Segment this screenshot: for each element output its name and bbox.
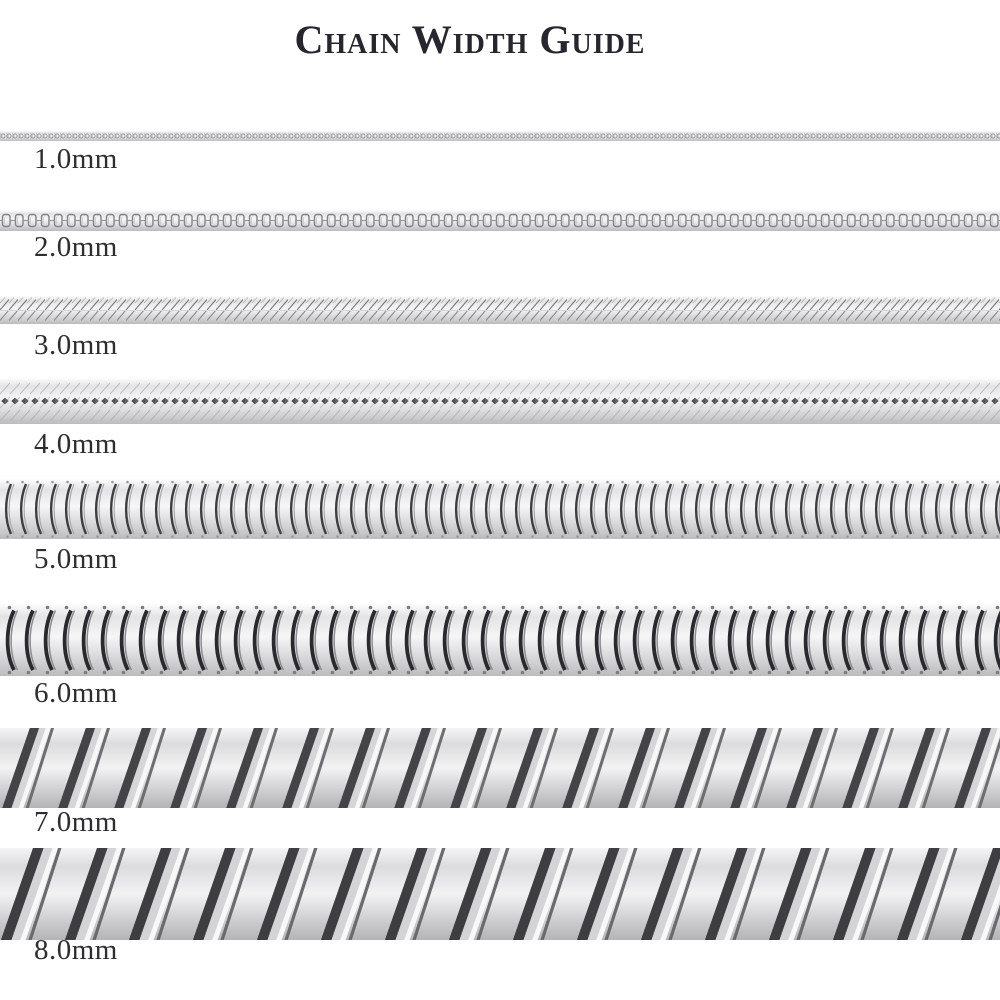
- chain-row-1mm: [0, 131, 1000, 141]
- width-label-2-0mm: 2.0mm: [34, 231, 118, 263]
- chain-row-2mm: [0, 210, 1000, 231]
- chain-image-1mm-box: [0, 131, 1000, 141]
- chain-row-7mm: [0, 728, 1000, 808]
- chain-image-8mm-rope: [0, 848, 1000, 940]
- chain-row-3mm: [0, 296, 1000, 324]
- width-label-3-0mm: 3.0mm: [34, 329, 118, 361]
- chain-row-6mm: [0, 604, 1000, 676]
- chain-row-8mm: [0, 848, 1000, 940]
- chain-image-4mm-snake: [0, 378, 1000, 424]
- width-label-8-0mm: 8.0mm: [34, 934, 118, 966]
- chain-image-7mm-rope: [0, 728, 1000, 808]
- chain-image-2mm-box: [0, 210, 1000, 231]
- chain-row-4mm: [0, 378, 1000, 424]
- chain-image-5mm-snake: [0, 479, 1000, 539]
- page-title: Chain Width Guide: [294, 17, 646, 62]
- width-label-7-0mm: 7.0mm: [34, 806, 118, 838]
- width-label-4-0mm: 4.0mm: [34, 428, 118, 460]
- chain-row-5mm: [0, 479, 1000, 539]
- chain-image-3mm-snake: [0, 296, 1000, 324]
- chain-image-6mm-snake: [0, 604, 1000, 676]
- width-label-6-0mm: 6.0mm: [34, 677, 118, 709]
- width-label-5-0mm: 5.0mm: [34, 543, 118, 575]
- width-label-1-0mm: 1.0mm: [34, 143, 118, 175]
